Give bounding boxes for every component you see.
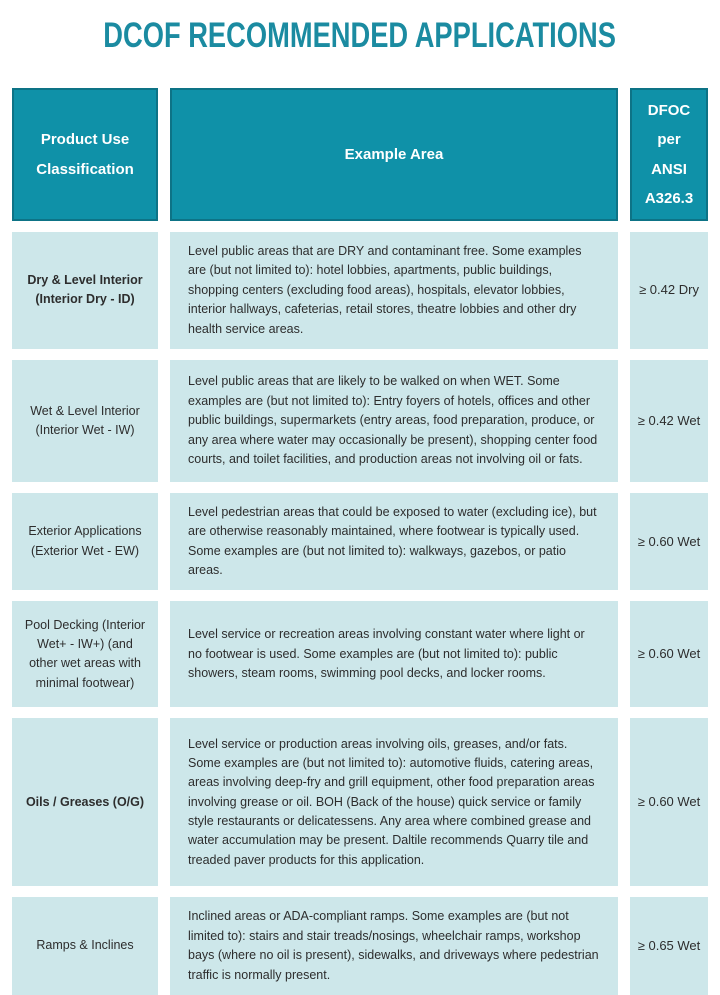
classification-cell: Oils / Greases (O/G) [12, 718, 158, 886]
dcof-value-cell: ≥ 0.60 Wet [630, 493, 708, 591]
classification-cell: Exterior Applications (Exterior Wet - EW) [12, 493, 158, 591]
table-row-wet-level-interior [12, 360, 708, 482]
example-area-cell: Level service or production areas involving oils, greases, and/or fats. Some examples are (but not limited to): automotive fluids, catering areas, areas involving deep-fry and grill equipment, other food preparation areas involving grease or oil. BOH (Back of the house) quick service or family style restaurants or delicatessens. Any area where combined grease and water accumulation may be present. Daltile recommends Quarry tile and treaded paver products for this application. [170, 718, 618, 886]
classification-cell: Ramps & Inclines [12, 897, 158, 995]
example-area-cell: Inclined areas or ADA-compliant ramps. Some examples are (but not limited to): stairs and stair treads/nosings, wheelchair ramps, workshop bays (where no oil is present), sidewalks, and driveways where pedestrian traffic is normally present. [170, 897, 618, 995]
dcof-value-cell: ≥ 0.42 Dry [630, 232, 708, 349]
dcof-value-cell: ≥ 0.60 Wet [630, 601, 708, 707]
example-area-cell: Level public areas that are likely to be walked on when WET. Some examples are (but not limited to): Entry foyers of hotels, offices and other public buildings, supermarkets (entry areas, food preparation, produce, or any area where water may occasionally be present), shopping center food courts, and toilet facilities, and production areas not involving oil or fats. [170, 360, 618, 482]
classification-cell: Wet & Level Interior (Interior Wet - IW) [12, 360, 158, 482]
table-row-exterior-applications [12, 493, 708, 591]
page-title: DCOF RECOMMENDED APPLICATIONS [103, 16, 617, 55]
example-area-cell: Level service or recreation areas involving constant water where light or no footwear is used. Some examples are (but not limited to): public showers, steam rooms, swimming pool decks, and locker rooms. [170, 601, 618, 707]
classification-cell: Pool Decking (Interior Wet+ - IW+) (and other wet areas with minimal footwear) [12, 601, 158, 707]
table-row-ramps-inclines [12, 897, 708, 995]
example-area-cell: Level pedestrian areas that could be exposed to water (excluding ice), but are otherwise reasonably maintained, where footwear is typically used. Some examples are (but not limited to): walkways, gazebos, or patio areas. [170, 493, 618, 591]
example-area-cell: Level public areas that are DRY and contaminant free. Some examples are (but not limited to): hotel lobbies, apartments, public buildings, shopping centers (excluding food areas), hospitals, elevator lobbies, interior hallways, cafeterias, retail stores, theatre lobbies and other dry health service areas. [170, 232, 618, 349]
table-row-pool-decking [12, 601, 708, 707]
header-cell-classification: Product Use Classification [12, 88, 158, 221]
header-cell-dcof: DFOC per ANSI A326.3 [630, 88, 708, 221]
header-cell-example-area: Example Area [170, 88, 618, 221]
title-bar [0, 16, 720, 58]
table-row-oils-greases [12, 718, 708, 886]
table-header-row [12, 88, 708, 221]
table-row-dry-level-interior [12, 232, 708, 349]
dcof-value-cell: ≥ 0.65 Wet [630, 897, 708, 995]
dcof-applications-table [0, 88, 720, 995]
dcof-value-cell: ≥ 0.60 Wet [630, 718, 708, 886]
classification-cell: Dry & Level Interior (Interior Dry - ID) [12, 232, 158, 349]
dcof-value-cell: ≥ 0.42 Wet [630, 360, 708, 482]
